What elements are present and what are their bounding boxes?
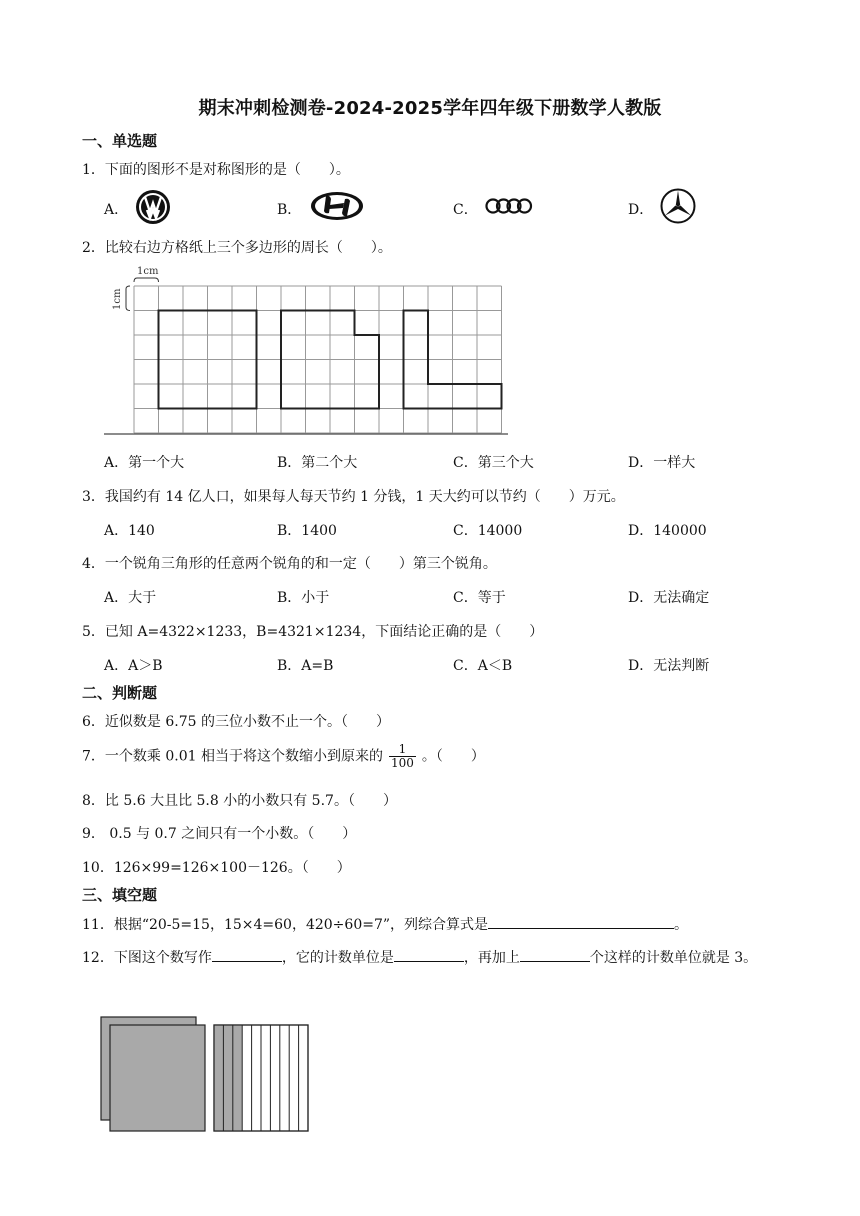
q2-option-d[interactable]: D．一样大 <box>628 455 696 471</box>
q4-option-d[interactable]: D．无法确定 <box>628 590 710 606</box>
section-heading-fill-in: 三、填空题 <box>82 886 158 904</box>
q1-option-a[interactable]: A． <box>104 202 129 218</box>
q7-text-after: 。（ ） <box>421 748 485 765</box>
q12-blank-unit-count[interactable] <box>520 949 590 962</box>
fraction-one-hundredth <box>389 743 416 770</box>
question-9: 9． 0.5 与 0.7 之间只有一个小数。（ ） <box>82 826 357 842</box>
q3-option-c[interactable]: C．14000 <box>453 523 523 539</box>
hyundai-logo-icon <box>310 191 364 221</box>
fraction-numerator: 1 <box>389 743 416 757</box>
mercedes-star-logo-icon <box>659 187 697 225</box>
q1-option-b[interactable]: B． <box>277 202 302 218</box>
q11-text-after: 。 <box>674 917 689 933</box>
q12-part-2: ，它的计数单位是 <box>281 950 394 966</box>
q3-option-a[interactable]: A．140 <box>104 523 155 539</box>
q1-option-d[interactable]: D． <box>628 202 654 218</box>
q5-option-b[interactable]: B．A=B <box>277 658 334 674</box>
q3-option-d[interactable]: D．140000 <box>628 523 707 539</box>
q4-option-c[interactable]: C．等于 <box>453 590 506 606</box>
decimal-squares-figure <box>98 1014 312 1134</box>
full-square-front <box>110 1025 205 1131</box>
question-7 <box>82 743 485 770</box>
question-8: 8．比 5.6 大且比 5.8 小的小数只有 5.7。（ ） <box>82 793 397 809</box>
q1-option-c[interactable]: C． <box>453 202 478 218</box>
q2-option-c[interactable]: C．第三个大 <box>453 455 534 471</box>
q12-blank-written-form[interactable] <box>212 949 282 962</box>
q12-part-3: ，再加上 <box>463 950 520 966</box>
fraction-denominator: 100 <box>390 756 414 770</box>
section-heading-single-choice: 一、单选题 <box>82 132 158 150</box>
q11-text-before: 11．根据“20-5=15，15×4=60，420÷60=7”，列综合算式是 <box>82 917 489 933</box>
volkswagen-logo-icon <box>134 188 172 226</box>
page-title: 期末冲刺检测卷-2024-2025学年四年级下册数学人教版 <box>198 98 662 119</box>
question-10: 10．126×99=126×100－126。（ ） <box>82 860 351 876</box>
grid-scale-label-vertical: 1cm <box>112 288 123 310</box>
q2-option-a[interactable]: A．第一个大 <box>104 455 185 471</box>
question-11 <box>82 914 688 934</box>
q12-blank-counting-unit[interactable] <box>394 949 464 962</box>
question-3: 3．我国约有 14 亿人口，如果每人每天节约 1 分钱，1 天大约可以节约（ ）万元。 <box>82 489 625 505</box>
q4-option-b[interactable]: B．小于 <box>277 590 330 606</box>
q11-answer-blank[interactable] <box>488 916 674 929</box>
tenths-square <box>214 1025 308 1131</box>
question-2: 2．比较右边方格纸上三个多边形的周长（ ）。 <box>82 240 392 256</box>
q12-part-1: 12．下图这个数写作 <box>82 950 212 966</box>
q5-option-c[interactable]: C．A＜B <box>453 658 513 674</box>
question-12 <box>82 947 757 967</box>
question-5: 5．已知 A=4322×1233，B=4321×1234，下面结论正确的是（ ） <box>82 624 544 640</box>
q4-option-a[interactable]: A．大于 <box>104 590 157 606</box>
q2-option-b[interactable]: B．第二个大 <box>277 455 358 471</box>
grid-scale-label-horizontal: 1cm <box>137 266 159 277</box>
question-4: 4．一个锐角三角形的任意两个锐角的和一定（ ）第三个锐角。 <box>82 556 497 572</box>
q7-text-before: 7．一个数乘 0.01 相当于将这个数缩小到原来的 <box>82 748 383 765</box>
question-1: 1．下面的图形不是对称图形的是（ ）。 <box>82 162 350 178</box>
audi-rings-logo-icon <box>485 196 533 216</box>
q5-option-d[interactable]: D．无法判断 <box>628 658 710 674</box>
perimeter-grid-figure <box>104 262 510 440</box>
q5-option-a[interactable]: A．A＞B <box>104 658 163 674</box>
q12-part-4: 个这样的计数单位就是 3。 <box>589 950 758 966</box>
question-6: 6．近似数是 6.75 的三位小数不止一个。（ ） <box>82 714 390 730</box>
section-heading-true-false: 二、判断题 <box>82 684 158 702</box>
q3-option-b[interactable]: B．1400 <box>277 523 337 539</box>
